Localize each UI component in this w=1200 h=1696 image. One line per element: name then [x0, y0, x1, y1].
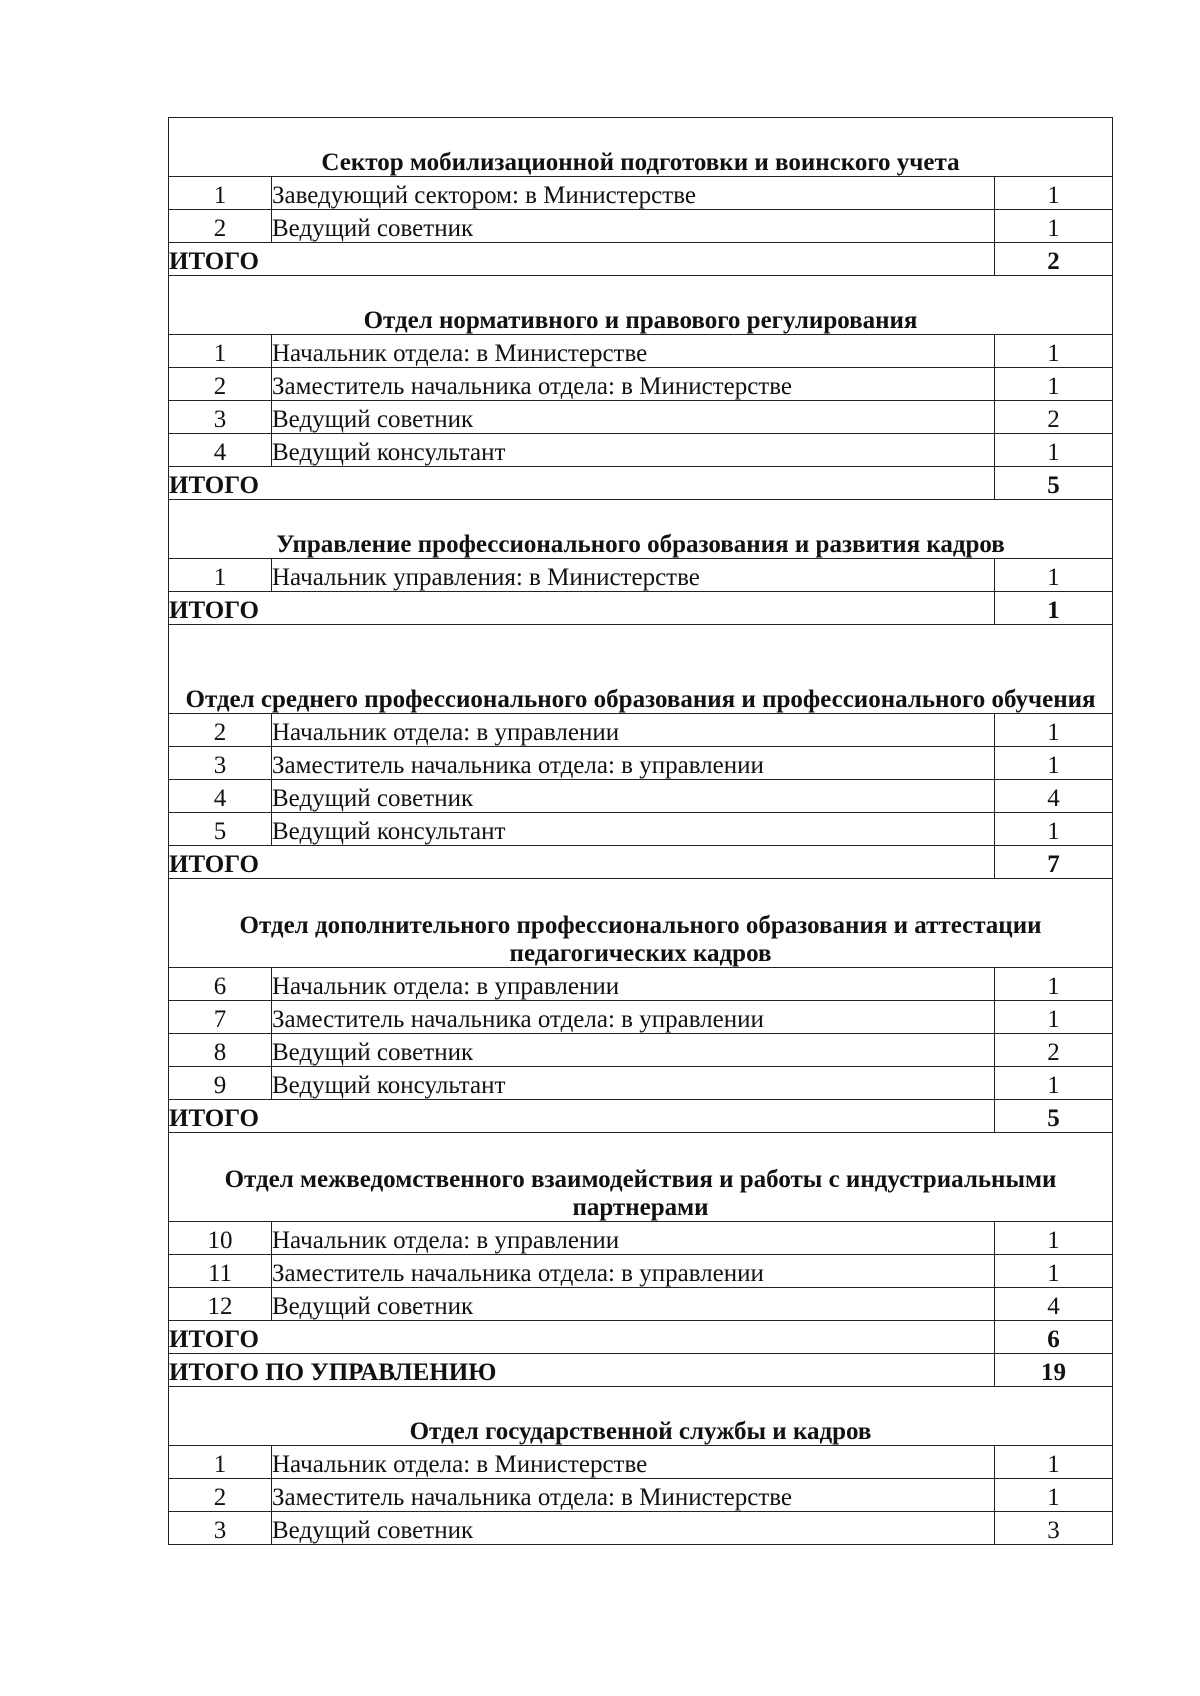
table-row — [169, 559, 1113, 592]
total-row — [169, 1321, 1113, 1354]
position-count: 1 — [995, 1067, 1113, 1100]
position-count: 1 — [995, 714, 1113, 747]
position-count: 1 — [995, 1222, 1113, 1255]
section-title: Отдел среднего профессионального образования и профессионального обучения — [169, 625, 1113, 714]
total-row — [169, 467, 1113, 500]
position-number: 4 — [169, 434, 272, 467]
section-title: Отдел государственной службы и кадров — [169, 1387, 1113, 1446]
table-row — [169, 1067, 1113, 1100]
position-count: 2 — [995, 1034, 1113, 1067]
position-count: 1 — [995, 210, 1113, 243]
position-count: 2 — [995, 401, 1113, 434]
position-count: 1 — [995, 1446, 1113, 1479]
table-row — [169, 1034, 1113, 1067]
position-count: 1 — [995, 1001, 1113, 1034]
table-row — [169, 714, 1113, 747]
table-row — [169, 780, 1113, 813]
staffing-table — [168, 117, 1113, 1545]
position-number: 12 — [169, 1288, 272, 1321]
table-row — [169, 335, 1113, 368]
section-header — [169, 1133, 1113, 1222]
position-count: 1 — [995, 747, 1113, 780]
position-count: 1 — [995, 1479, 1113, 1512]
position-count: 1 — [995, 368, 1113, 401]
position-title: Начальник отдела: в управлении — [272, 968, 995, 1001]
position-number: 5 — [169, 813, 272, 846]
table-row — [169, 1446, 1113, 1479]
position-title: Заместитель начальника отдела: в управлении — [272, 1001, 995, 1034]
position-title: Ведущий советник — [272, 1288, 995, 1321]
position-title: Ведущий советник — [272, 1512, 995, 1545]
position-title: Ведущий советник — [272, 401, 995, 434]
table-row — [169, 177, 1113, 210]
position-count: 4 — [995, 1288, 1113, 1321]
position-count: 1 — [995, 1255, 1113, 1288]
position-number: 3 — [169, 1512, 272, 1545]
total-count: 1 — [995, 592, 1113, 625]
position-title: Ведущий советник — [272, 780, 995, 813]
position-title: Заместитель начальника отдела: в Министерстве — [272, 1479, 995, 1512]
table-row — [169, 968, 1113, 1001]
section-title: Управление профессионального образования и развития кадров — [169, 500, 1113, 559]
position-number: 3 — [169, 401, 272, 434]
position-title: Заместитель начальника отдела: в управлении — [272, 747, 995, 780]
position-number: 9 — [169, 1067, 272, 1100]
position-title: Заведующий сектором: в Министерстве — [272, 177, 995, 210]
section-header — [169, 500, 1113, 559]
position-count: 1 — [995, 813, 1113, 846]
total-label: ИТОГО — [169, 846, 995, 879]
position-number: 6 — [169, 968, 272, 1001]
total-label: ИТОГО — [169, 1100, 995, 1133]
total-row — [169, 846, 1113, 879]
total-count: 5 — [995, 467, 1113, 500]
position-number: 1 — [169, 177, 272, 210]
position-number: 4 — [169, 780, 272, 813]
grand-total-count: 19 — [995, 1354, 1113, 1387]
table-row — [169, 1222, 1113, 1255]
position-count: 1 — [995, 335, 1113, 368]
table-row — [169, 1512, 1113, 1545]
section-header — [169, 1387, 1113, 1446]
position-title: Заместитель начальника отдела: в управлении — [272, 1255, 995, 1288]
position-count: 1 — [995, 559, 1113, 592]
position-title: Начальник отдела: в Министерстве — [272, 1446, 995, 1479]
total-row — [169, 592, 1113, 625]
total-row — [169, 243, 1113, 276]
section-header — [169, 625, 1113, 714]
total-label: ИТОГО — [169, 467, 995, 500]
position-number: 1 — [169, 559, 272, 592]
position-count: 1 — [995, 968, 1113, 1001]
table-row — [169, 747, 1113, 780]
total-count: 7 — [995, 846, 1113, 879]
total-label: ИТОГО — [169, 243, 995, 276]
position-number: 3 — [169, 747, 272, 780]
position-number: 2 — [169, 368, 272, 401]
position-title: Ведущий советник — [272, 1034, 995, 1067]
section-title: Отдел межведомственного взаимодействия и работы с индустриальными партнерами — [169, 1133, 1113, 1222]
grand-total-label: ИТОГО ПО УПРАВЛЕНИЮ — [169, 1354, 995, 1387]
position-number: 2 — [169, 714, 272, 747]
position-number: 1 — [169, 335, 272, 368]
position-number: 8 — [169, 1034, 272, 1067]
section-header — [169, 276, 1113, 335]
position-number: 7 — [169, 1001, 272, 1034]
section-header — [169, 879, 1113, 968]
position-title: Ведущий консультант — [272, 813, 995, 846]
position-title: Заместитель начальника отдела: в Министерстве — [272, 368, 995, 401]
position-number: 2 — [169, 1479, 272, 1512]
table-row — [169, 1001, 1113, 1034]
section-title: Сектор мобилизационной подготовки и воинского учета — [169, 118, 1113, 177]
table-row — [169, 210, 1113, 243]
table-row — [169, 1479, 1113, 1512]
grand-total-row — [169, 1354, 1113, 1387]
position-title: Ведущий консультант — [272, 434, 995, 467]
position-title: Ведущий советник — [272, 210, 995, 243]
table-row — [169, 1255, 1113, 1288]
total-count: 2 — [995, 243, 1113, 276]
total-label: ИТОГО — [169, 592, 995, 625]
total-label: ИТОГО — [169, 1321, 995, 1354]
position-count: 3 — [995, 1512, 1113, 1545]
total-row — [169, 1100, 1113, 1133]
table-row — [169, 368, 1113, 401]
total-count: 5 — [995, 1100, 1113, 1133]
total-count: 6 — [995, 1321, 1113, 1354]
position-number: 10 — [169, 1222, 272, 1255]
position-number: 2 — [169, 210, 272, 243]
table-row — [169, 401, 1113, 434]
position-title: Начальник отдела: в управлении — [272, 1222, 995, 1255]
position-count: 1 — [995, 177, 1113, 210]
section-header — [169, 118, 1113, 177]
position-title: Начальник управления: в Министерстве — [272, 559, 995, 592]
position-title: Ведущий консультант — [272, 1067, 995, 1100]
table-row — [169, 434, 1113, 467]
section-title: Отдел дополнительного профессионального образования и аттестации педагогических кадров — [169, 879, 1113, 968]
position-number: 11 — [169, 1255, 272, 1288]
position-title: Начальник отдела: в Министерстве — [272, 335, 995, 368]
position-title: Начальник отдела: в управлении — [272, 714, 995, 747]
section-title: Отдел нормативного и правового регулирования — [169, 276, 1113, 335]
position-count: 4 — [995, 780, 1113, 813]
position-count: 1 — [995, 434, 1113, 467]
position-number: 1 — [169, 1446, 272, 1479]
table-row — [169, 1288, 1113, 1321]
table-row — [169, 813, 1113, 846]
